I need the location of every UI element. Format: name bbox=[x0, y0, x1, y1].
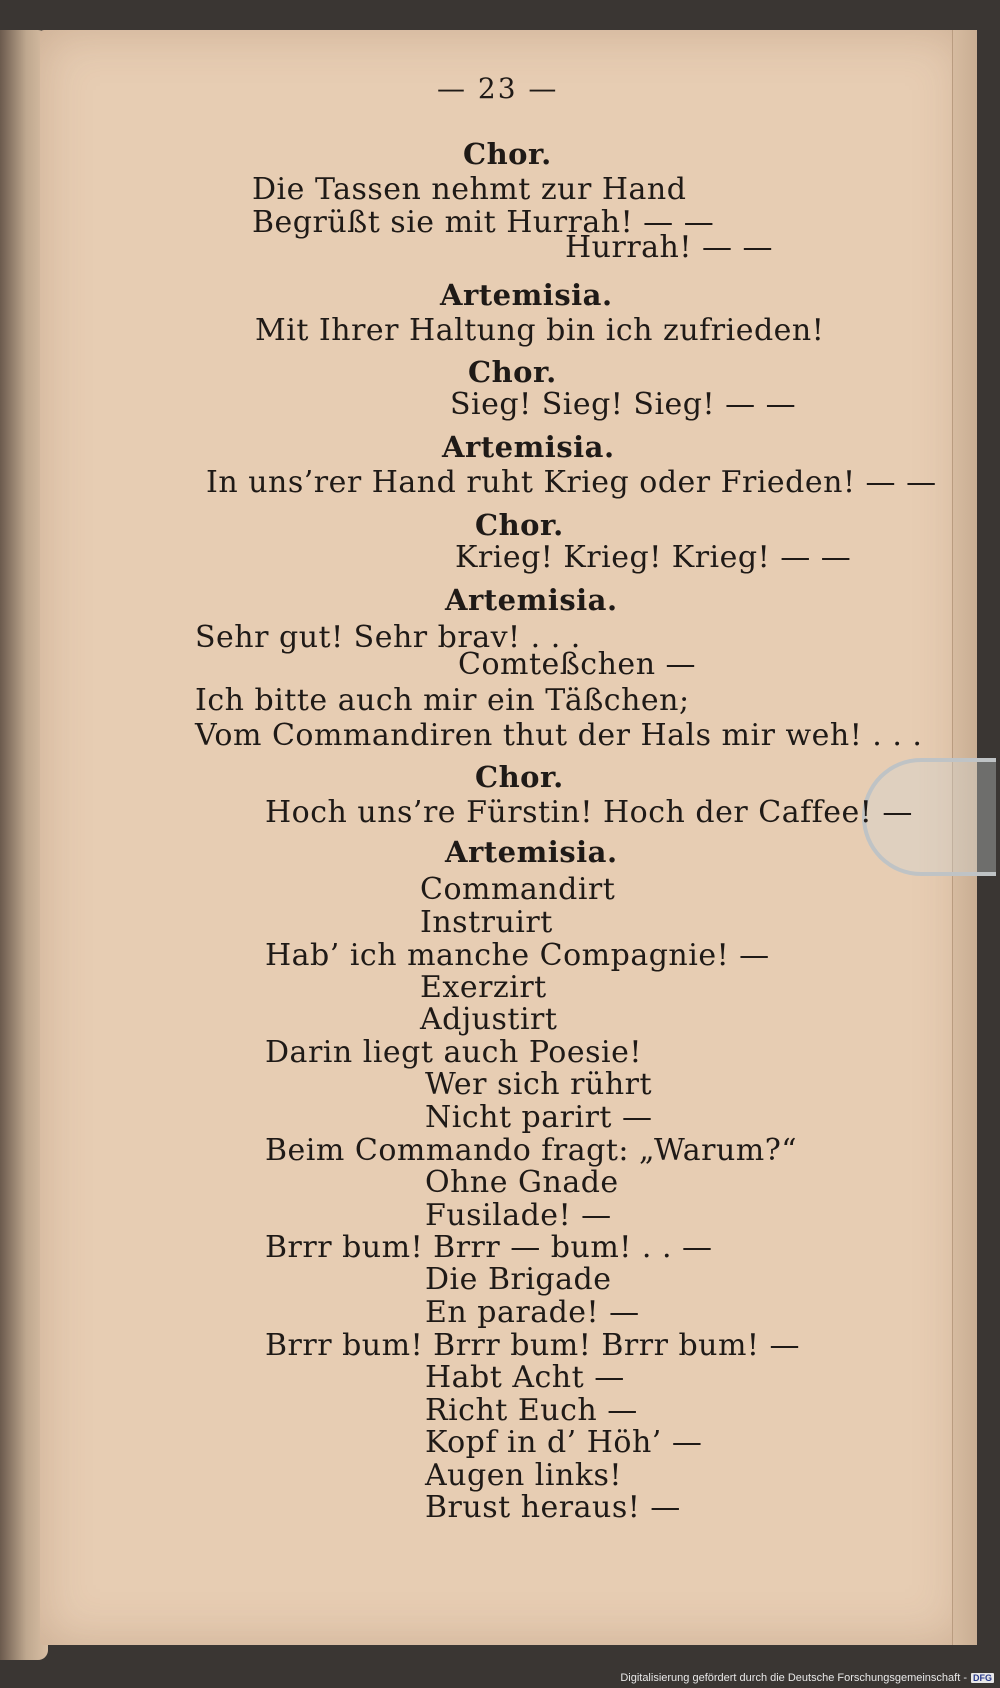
verse-line: Krieg! Krieg! Krieg! — — bbox=[455, 540, 852, 575]
verse-line: Hab’ ich manche Compagnie! — bbox=[265, 938, 770, 973]
verse-line: Comteßchen — bbox=[458, 647, 697, 682]
speaker-label: Chor. bbox=[475, 508, 564, 542]
verse-line: Richt Euch — bbox=[425, 1393, 638, 1428]
verse-line: Kopf in d’ Höh’ — bbox=[425, 1425, 703, 1460]
verse-line: En parade! — bbox=[425, 1295, 640, 1330]
verse-line: Fusilade! — bbox=[425, 1198, 612, 1233]
speaker-label: Chor. bbox=[475, 760, 564, 794]
verse-line: Exerzirt bbox=[420, 970, 547, 1005]
verse-line: Begrüßt sie mit Hurrah! — — bbox=[252, 205, 715, 240]
speaker-label: Artemisia. bbox=[440, 278, 613, 312]
verse-line: Brrr bum! Brrr — bum! . . — bbox=[265, 1230, 713, 1265]
verse-line: Instruirt bbox=[420, 905, 553, 940]
verse-line: Adjustirt bbox=[420, 1002, 558, 1037]
verse-line: Vom Commandiren thut der Hals mir weh! . . . bbox=[195, 718, 923, 753]
verse-line: Ohne Gnade bbox=[425, 1165, 619, 1200]
verse-line: Habt Acht — bbox=[425, 1360, 625, 1395]
speaker-label: Chor. bbox=[468, 355, 557, 389]
speaker-label: Artemisia. bbox=[442, 430, 615, 464]
verse-line: Beim Commando fragt: „Warum?“ bbox=[265, 1133, 798, 1168]
verse-line: Hoch uns’re Fürstin! Hoch der Caffee! — bbox=[265, 795, 913, 830]
verse-line: Hurrah! — — bbox=[565, 230, 773, 265]
credit-text: Digitalisierung gefördert durch die Deutsche Forschungsgemeinschaft - bbox=[620, 1672, 967, 1684]
verse-line: Darin liegt auch Poesie! bbox=[265, 1035, 642, 1070]
verse-line: Brrr bum! Brrr bum! Brrr bum! — bbox=[265, 1328, 801, 1363]
verse-line: Augen links! bbox=[425, 1458, 622, 1493]
verse-line: Mit Ihrer Haltung bin ich zufrieden! bbox=[255, 313, 825, 348]
verse-line: Commandirt bbox=[420, 872, 616, 907]
speaker-label: Chor. bbox=[463, 137, 552, 171]
speaker-label: Artemisia. bbox=[445, 835, 618, 869]
verse-line: Sieg! Sieg! Sieg! — — bbox=[450, 387, 797, 422]
verse-line: Die Brigade bbox=[425, 1262, 612, 1297]
dfg-logo: DFG bbox=[973, 1673, 992, 1683]
verse-line: Wer sich rührt bbox=[425, 1067, 653, 1102]
verse-line: Ich bitte auch mir ein Täßchen; bbox=[195, 683, 690, 718]
page-number: — 23 — bbox=[437, 72, 559, 105]
verse-line: Die Tassen nehmt zur Hand bbox=[252, 172, 687, 207]
verse-line: Brust heraus! — bbox=[425, 1490, 681, 1525]
verse-line: In uns’rer Hand ruht Krieg oder Frieden! — — bbox=[206, 465, 937, 500]
digitization-credit bbox=[620, 1672, 994, 1684]
verse-line: Nicht parirt — bbox=[425, 1100, 653, 1135]
speaker-label: Artemisia. bbox=[445, 583, 618, 617]
verse-line: Sehr gut! Sehr brav! . . . bbox=[195, 620, 581, 655]
